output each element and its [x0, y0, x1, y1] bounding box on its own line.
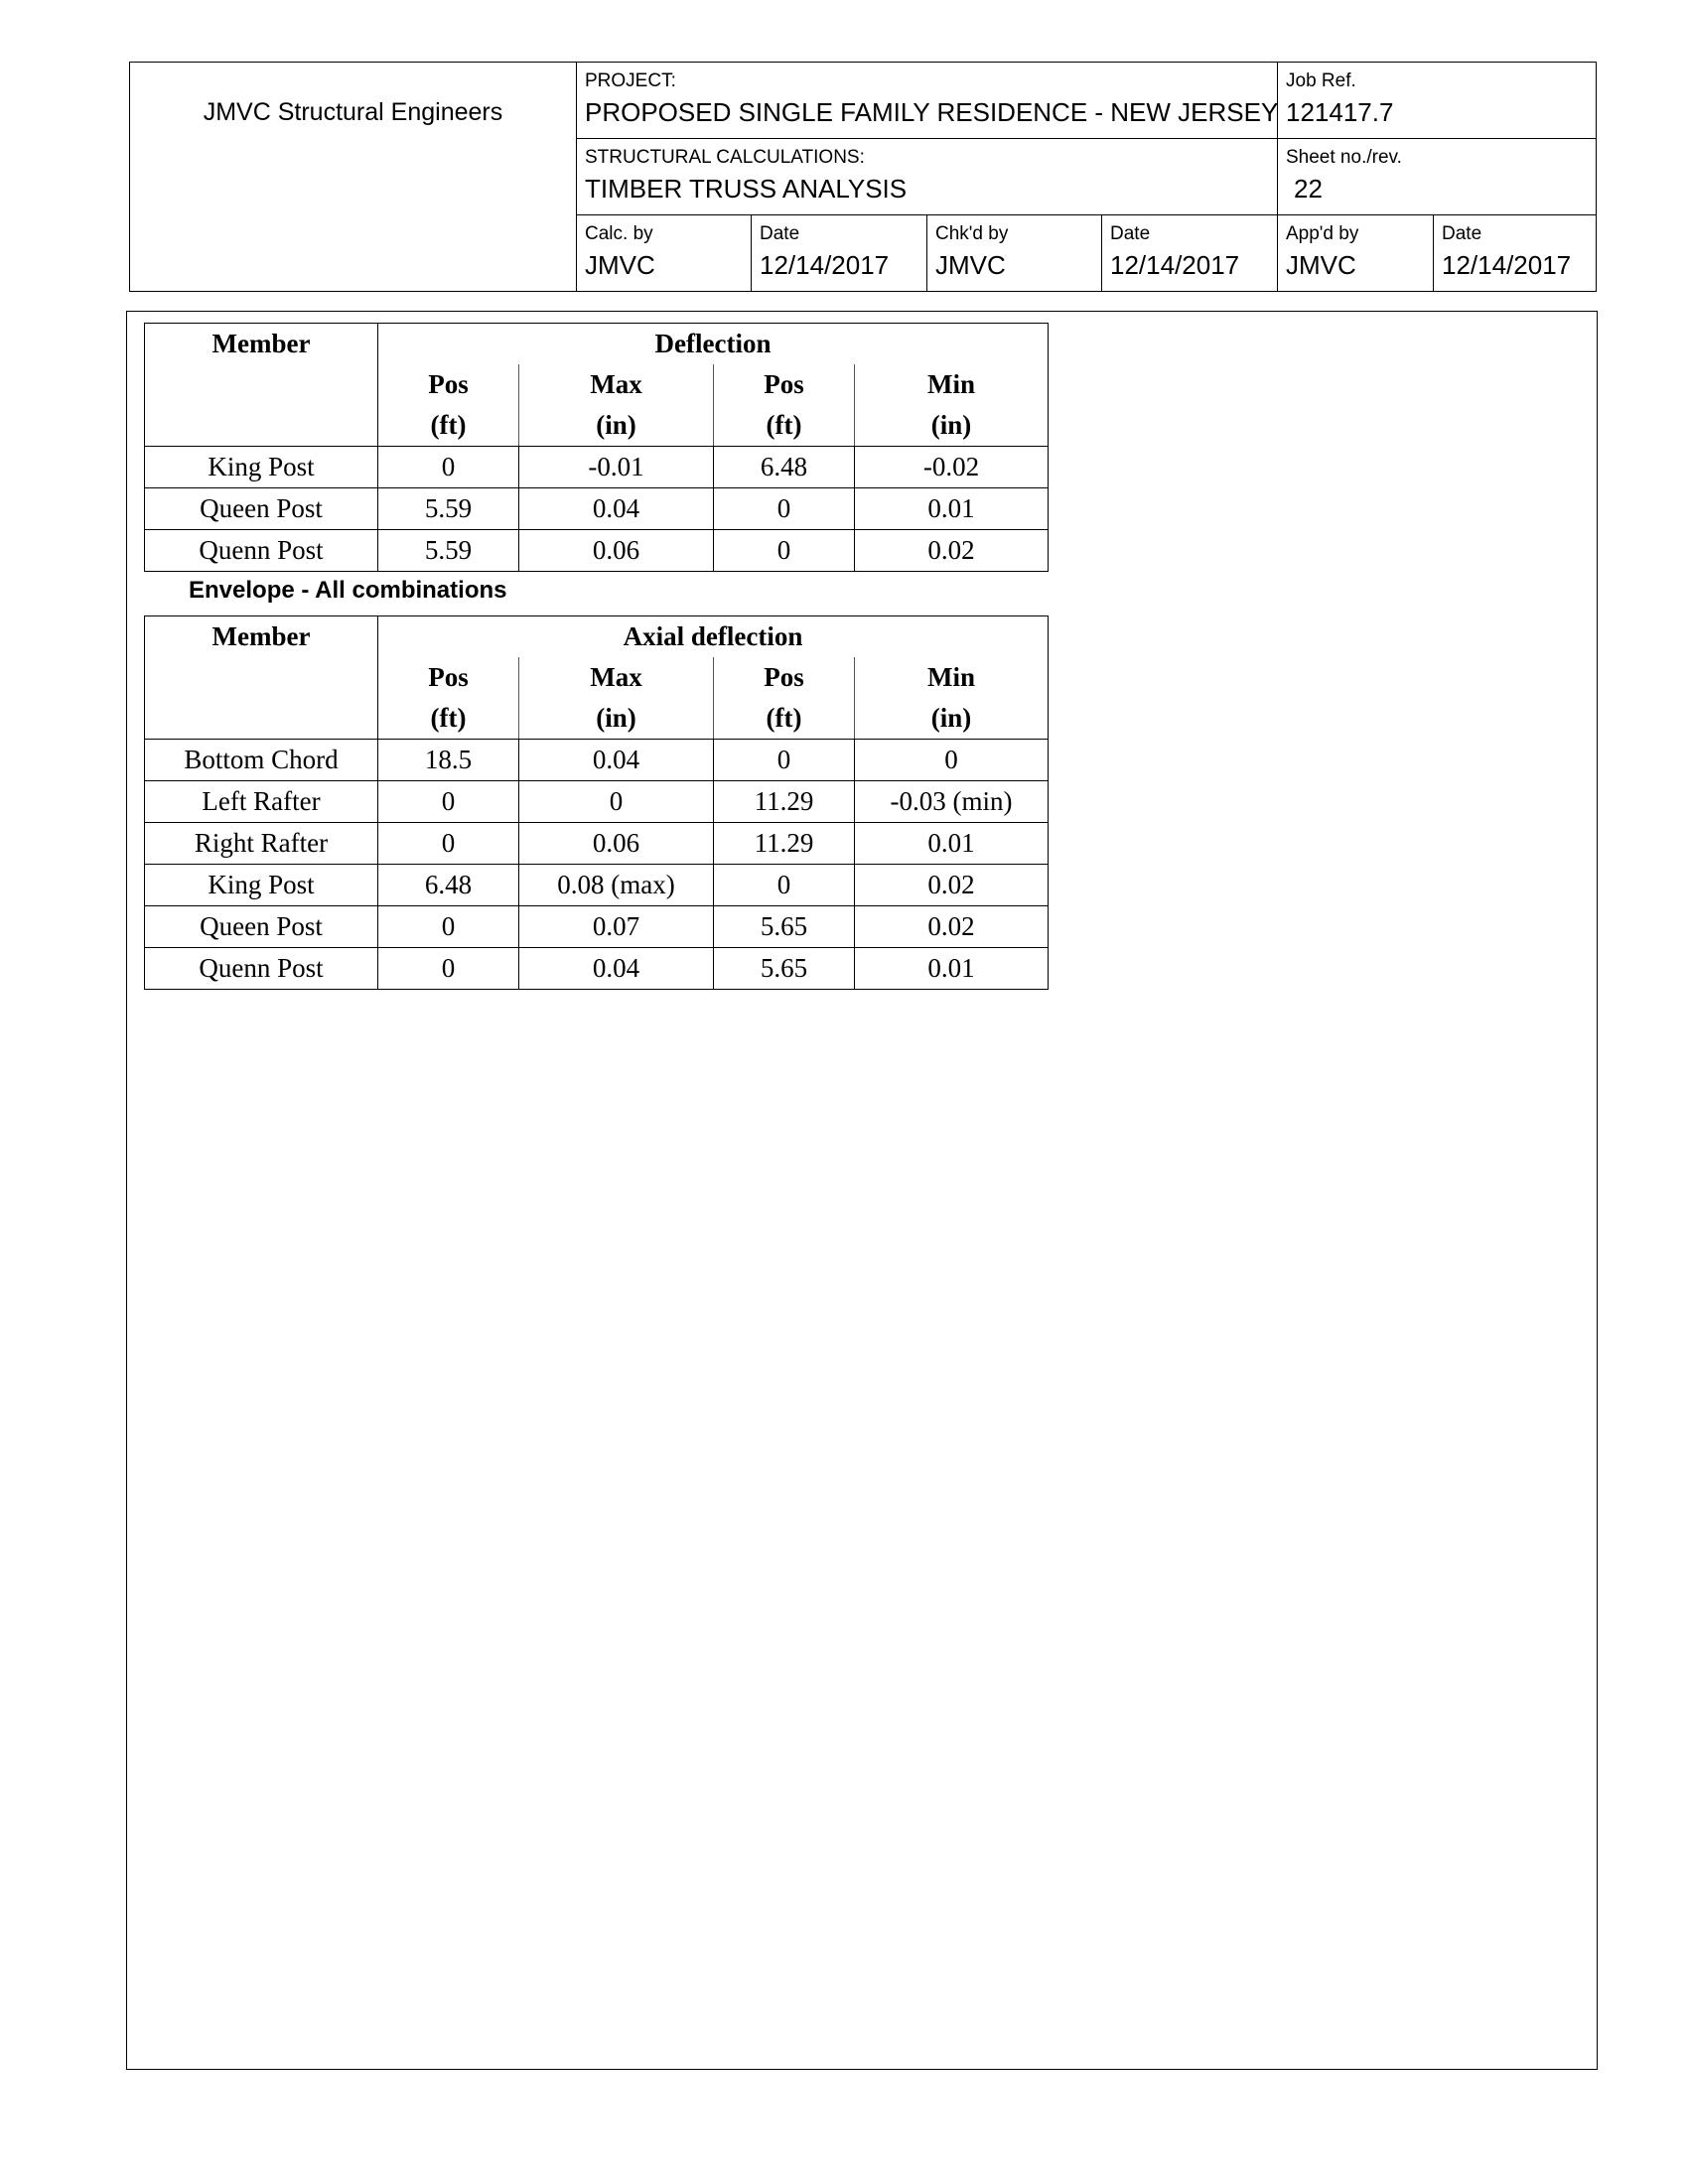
date2-value: 12/14/2017 — [1110, 250, 1240, 280]
value-cell: 0.04 — [519, 488, 714, 530]
value-cell: 0.06 — [519, 823, 714, 865]
value-cell: 11.29 — [714, 781, 855, 823]
value-cell: 0 — [714, 740, 855, 781]
col-header-name: Pos — [714, 364, 855, 405]
value-cell: 0 — [378, 906, 519, 948]
value-cell: 0 — [378, 948, 519, 990]
calc-by-value: JMVC — [585, 250, 655, 280]
col-header-unit: (in) — [519, 405, 714, 447]
col-header-unit: (ft) — [714, 698, 855, 740]
sheet-cell — [1278, 139, 1596, 214]
value-cell: 11.29 — [714, 823, 855, 865]
col-header-unit: (in) — [855, 698, 1049, 740]
date3-cell — [1434, 215, 1596, 291]
appd-by-label: App'd by — [1286, 223, 1359, 244]
value-cell: 0.02 — [855, 906, 1049, 948]
date2-label: Date — [1110, 223, 1151, 244]
value-cell: 0.07 — [519, 906, 714, 948]
member-cell: Quenn Post — [145, 530, 378, 572]
envelope-label: Envelope - All combinations — [189, 577, 507, 604]
table-row — [145, 948, 1049, 990]
jobref-label: Job Ref. — [1286, 70, 1356, 91]
project-value: PROPOSED SINGLE FAMILY RESIDENCE - NEW JERSEY — [585, 97, 1279, 127]
value-cell: 0.06 — [519, 530, 714, 572]
chkd-by-cell — [927, 215, 1102, 291]
table-row — [145, 740, 1049, 781]
value-cell: 0 — [519, 781, 714, 823]
col-header-name: Max — [519, 364, 714, 405]
table-row — [145, 447, 1049, 488]
value-cell: 0.01 — [855, 948, 1049, 990]
value-cell: 0 — [855, 740, 1049, 781]
col-header-unit: (ft) — [378, 698, 519, 740]
calcs-label: STRUCTURAL CALCULATIONS: — [585, 147, 865, 168]
chkd-by-label: Chk'd by — [935, 223, 1009, 244]
member-cell: Right Rafter — [145, 823, 378, 865]
member-cell: Queen Post — [145, 906, 378, 948]
project-row — [577, 63, 1596, 139]
date1-cell — [752, 215, 927, 291]
appd-by-value: JMVC — [1286, 250, 1356, 280]
value-cell: 0 — [378, 447, 519, 488]
calcs-row — [577, 139, 1596, 215]
col-header-name: Max — [519, 657, 714, 698]
calc-by-label: Calc. by — [585, 223, 653, 244]
value-cell: 0.08 (max) — [519, 865, 714, 906]
value-cell: -0.03 (min) — [855, 781, 1049, 823]
member-header: Member — [145, 324, 378, 447]
date3-value: 12/14/2017 — [1442, 250, 1572, 280]
table-row — [145, 865, 1049, 906]
sheet-value: 22 — [1294, 174, 1323, 204]
calc-by-cell — [577, 215, 752, 291]
jobref-cell — [1278, 63, 1596, 138]
table-row — [145, 781, 1049, 823]
value-cell: 0.02 — [855, 530, 1049, 572]
calcs-cell — [577, 139, 1278, 214]
signoff-row — [577, 215, 1596, 291]
member-cell: Left Rafter — [145, 781, 378, 823]
value-cell: 0.02 — [855, 865, 1049, 906]
value-cell: 5.65 — [714, 948, 855, 990]
deflection-table — [144, 323, 1049, 572]
date1-value: 12/14/2017 — [760, 250, 890, 280]
date2-cell — [1102, 215, 1278, 291]
value-cell: 0.01 — [855, 823, 1049, 865]
table-row — [145, 906, 1049, 948]
value-cell: 0 — [714, 865, 855, 906]
value-cell: 18.5 — [378, 740, 519, 781]
value-cell: 0 — [714, 488, 855, 530]
jobref-value: 121417.7 — [1286, 97, 1394, 127]
appd-by-cell — [1278, 215, 1434, 291]
value-cell: 0.04 — [519, 948, 714, 990]
table-row — [145, 823, 1049, 865]
value-cell: 0 — [378, 781, 519, 823]
value-cell: 0.04 — [519, 740, 714, 781]
date1-label: Date — [760, 223, 800, 244]
project-label: PROJECT: — [585, 70, 676, 91]
value-cell: 0 — [378, 823, 519, 865]
member-header: Member — [145, 616, 378, 740]
table-row — [145, 488, 1049, 530]
col-header-unit: (in) — [855, 405, 1049, 447]
col-header-name: Min — [855, 364, 1049, 405]
project-cell — [577, 63, 1278, 138]
col-header-name: Pos — [428, 662, 469, 692]
table-row — [145, 530, 1049, 572]
group-header: Axial deflection — [378, 616, 1049, 658]
calcs-value: TIMBER TRUSS ANALYSIS — [585, 174, 908, 204]
value-cell: 5.59 — [378, 530, 519, 572]
member-cell: King Post — [145, 865, 378, 906]
value-cell: -0.01 — [519, 447, 714, 488]
col-header-name: Pos — [714, 657, 855, 698]
title-block — [129, 62, 1597, 292]
member-cell: Bottom Chord — [145, 740, 378, 781]
value-cell: 6.48 — [714, 447, 855, 488]
value-cell: 0.01 — [855, 488, 1049, 530]
col-header-unit: (ft) — [378, 405, 519, 447]
col-header-unit: (in) — [519, 698, 714, 740]
company-name: JMVC Structural Engineers — [130, 63, 577, 291]
value-cell: 6.48 — [378, 865, 519, 906]
date3-label: Date — [1442, 223, 1482, 244]
member-cell: Quenn Post — [145, 948, 378, 990]
value-cell: 0 — [714, 530, 855, 572]
sheet-label: Sheet no./rev. — [1286, 147, 1402, 168]
value-cell: 5.59 — [378, 488, 519, 530]
col-header-name: Pos — [428, 369, 469, 399]
member-cell: King Post — [145, 447, 378, 488]
group-header: Deflection — [378, 324, 1049, 365]
col-header-name: Min — [855, 657, 1049, 698]
axial-deflection-table — [144, 615, 1049, 990]
value-cell: 5.65 — [714, 906, 855, 948]
chkd-by-value: JMVC — [935, 250, 1006, 280]
value-cell: -0.02 — [855, 447, 1049, 488]
col-header-unit: (ft) — [714, 405, 855, 447]
content-frame — [126, 311, 1598, 2070]
member-cell: Queen Post — [145, 488, 378, 530]
